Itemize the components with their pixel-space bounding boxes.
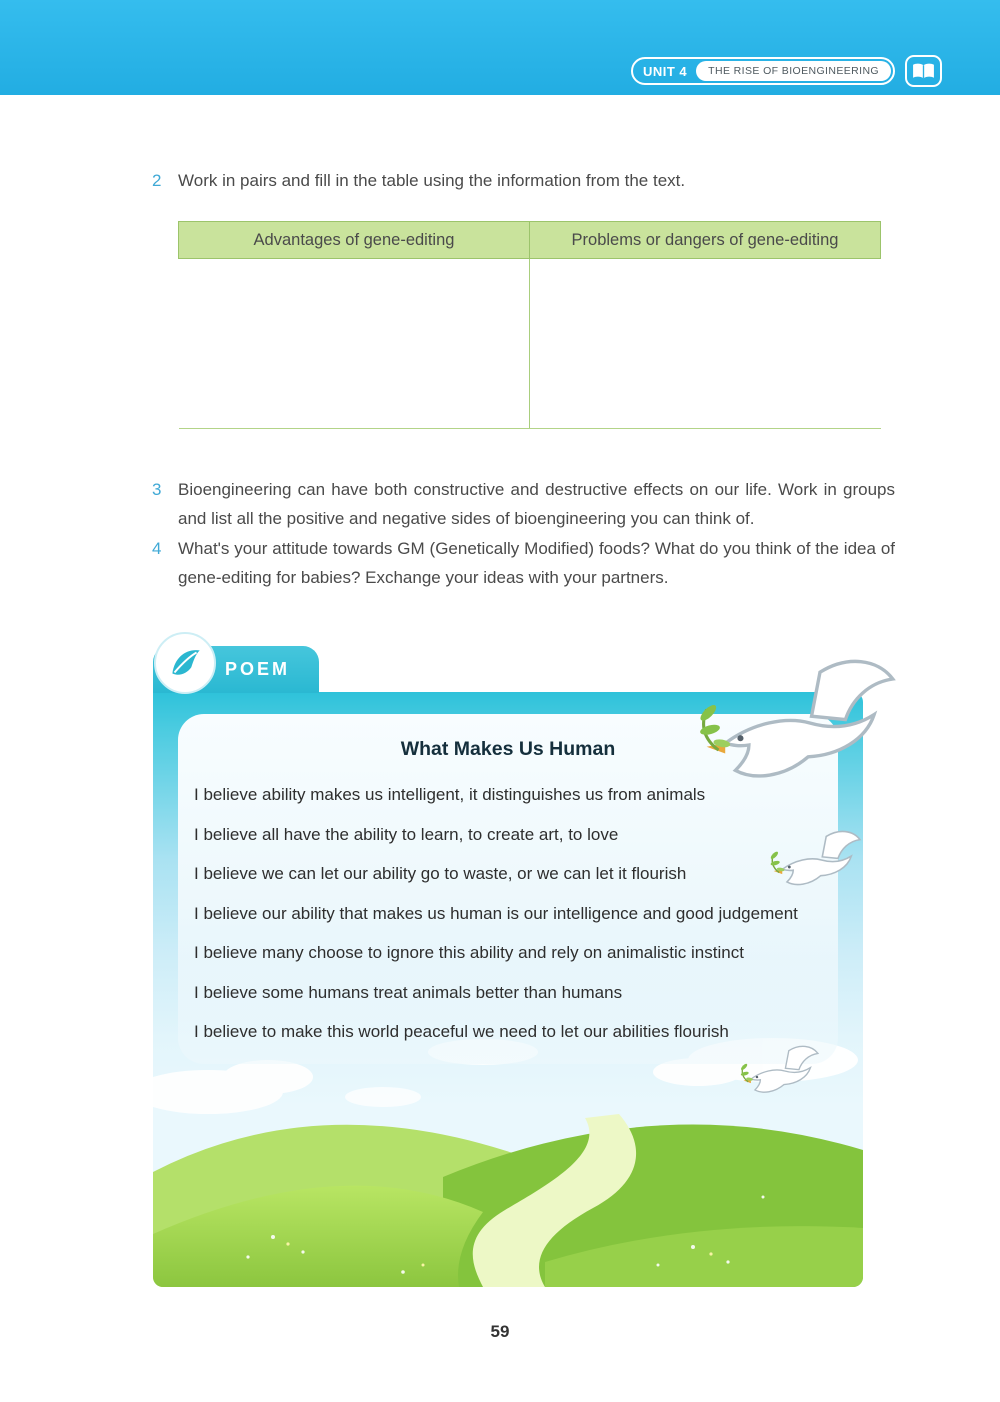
poem-section — [153, 659, 863, 1287]
poem-line: I believe some humans treat animals better than humans — [194, 982, 623, 1002]
poem-line: I believe ability makes us intelligent, it distinguishes us from animals — [194, 785, 706, 804]
page-number: 59 — [490, 1322, 510, 1341]
unit-title-label: THE RISE OF BIOENGINEERING — [696, 61, 891, 81]
poem-badge — [154, 632, 216, 694]
table-cell-advantages — [179, 259, 530, 429]
poem-line: I believe we can let our ability go to waste, or we can let it flourish — [194, 864, 687, 884]
table-header-problems: Problems or dangers of gene-editing — [530, 222, 881, 259]
unit-badge — [631, 57, 895, 85]
table-header-row — [179, 222, 881, 259]
poem-title: What Makes Us Human — [400, 738, 616, 760]
dove-with-olive-branch-medium-icon — [765, 824, 867, 896]
poem-line: I believe our ability that makes us human is our intelligence and good judgement — [194, 903, 798, 923]
exercise-2 — [152, 166, 895, 195]
exercise-3-number: 3 — [152, 480, 162, 499]
table-header-advantages: Advantages of gene-editing — [179, 222, 530, 259]
header-bar — [0, 0, 1000, 95]
exercise-4-text: What's your attitude towards GM (Genetically Modified) foods? What do you think of the idea of gene-editing for babies? Exchange your ideas with your partners. — [178, 539, 895, 587]
poem-tab-label: POEM — [225, 659, 291, 679]
exercise-4 — [152, 534, 895, 592]
gene-editing-table — [178, 221, 881, 429]
leaf-icon — [164, 642, 206, 684]
exercise-3 — [152, 475, 895, 533]
unit-header-group — [631, 55, 942, 87]
dove-with-olive-branch-large-icon — [688, 648, 908, 798]
open-book-icon — [911, 62, 936, 81]
table-cell-problems — [530, 259, 881, 429]
exercise-2-text: Work in pairs and fill in the table using the information from the text. — [178, 171, 686, 190]
book-icon — [905, 55, 942, 87]
unit-number-label: UNIT 4 — [642, 63, 688, 79]
exercise-3-text: Bioengineering can have both constructive and destructive effects on our life. Work in groups and list all the positive and negative sides of bioengineering you can think of. — [178, 480, 895, 528]
poem-line: I believe all have the ability to learn, to create art, to love — [194, 824, 619, 844]
poem-line: I believe many choose to ignore this ability and rely on animalistic instinct — [194, 943, 744, 963]
table-body-row — [179, 259, 881, 429]
exercise-2-number: 2 — [152, 171, 162, 190]
dove-with-olive-branch-small-icon — [736, 1040, 824, 1102]
poem-line: I believe to make this world peaceful we need to let our abilities flourish — [194, 1022, 729, 1042]
exercise-4-number: 4 — [152, 539, 162, 558]
